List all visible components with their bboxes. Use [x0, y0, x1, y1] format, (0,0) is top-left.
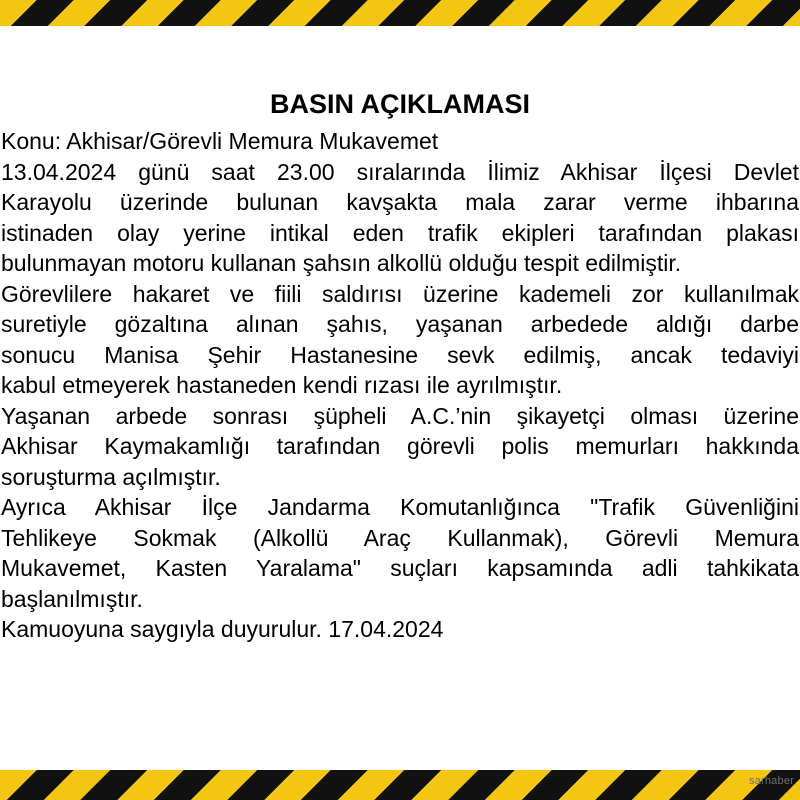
top-hazard-stripe: [0, 0, 800, 26]
press-release-document: [1, 86, 799, 645]
body-line: 13.04.2024 günü saat 23.00 sıralarında İlimiz Akhisar İlçesi Devlet: [1, 158, 799, 185]
body-line: Akhisar Kaymakamlığı tarafından görevli polis memurları hakkında: [1, 433, 799, 459]
body-line: Karayolu üzerinde bulunan kavşakta mala zarar verme ihbarına: [1, 189, 799, 215]
document-body: [1, 126, 799, 645]
body-line: Görevlilere hakaret ve fiili saldırısı üzerine kademeli zor kullanılmak: [1, 280, 799, 307]
body-line: Yaşanan arbede sonrası şüpheli A.C.’nin şikayetçi olması üzerine: [1, 402, 799, 429]
body-line: başlanılmıştır.: [1, 585, 143, 612]
body-line: sonucu Manisa Şehir Hastanesine sevk edilmiş, ancak tedaviyi: [1, 341, 799, 368]
bottom-hazard-stripe: [0, 770, 800, 800]
body-line: bulunmayan motoru kullanan şahsın alkollü olduğu tespit edilmiştir.: [1, 250, 682, 276]
body-line: Kamuoyuna saygıyla duyurulur. 17.04.2024: [1, 616, 444, 642]
document-title: BASIN AÇIKLAMASI: [270, 89, 530, 119]
body-line: Mukavemet, Kasten Yaralama" suçları kapsamında adli tahkikata: [1, 555, 799, 581]
body-line: kabul etmeyerek hastaneden kendi rızası ile ayrılmıştır.: [1, 372, 563, 398]
body-line: Konu: Akhisar/Görevli Memura Mukavemet: [1, 128, 439, 154]
body-line: istinaden olay yerine intikal eden trafik ekipleri tarafından plakası: [1, 219, 799, 246]
watermark-text: sarhaber: [748, 775, 794, 787]
body-line: suretiyle gözaltına alınan şahıs, yaşanan arbedede aldığı darbe: [1, 311, 799, 337]
body-line: Tehlikeye Sokmak (Alkollü Araç Kullanmak), Görevli Memura: [1, 524, 799, 551]
body-line: Ayrıca Akhisar İlçe Jandarma Komutanlığınca "Trafik Güvenliğini: [1, 494, 799, 520]
body-line: soruşturma açılmıştır.: [1, 463, 221, 490]
